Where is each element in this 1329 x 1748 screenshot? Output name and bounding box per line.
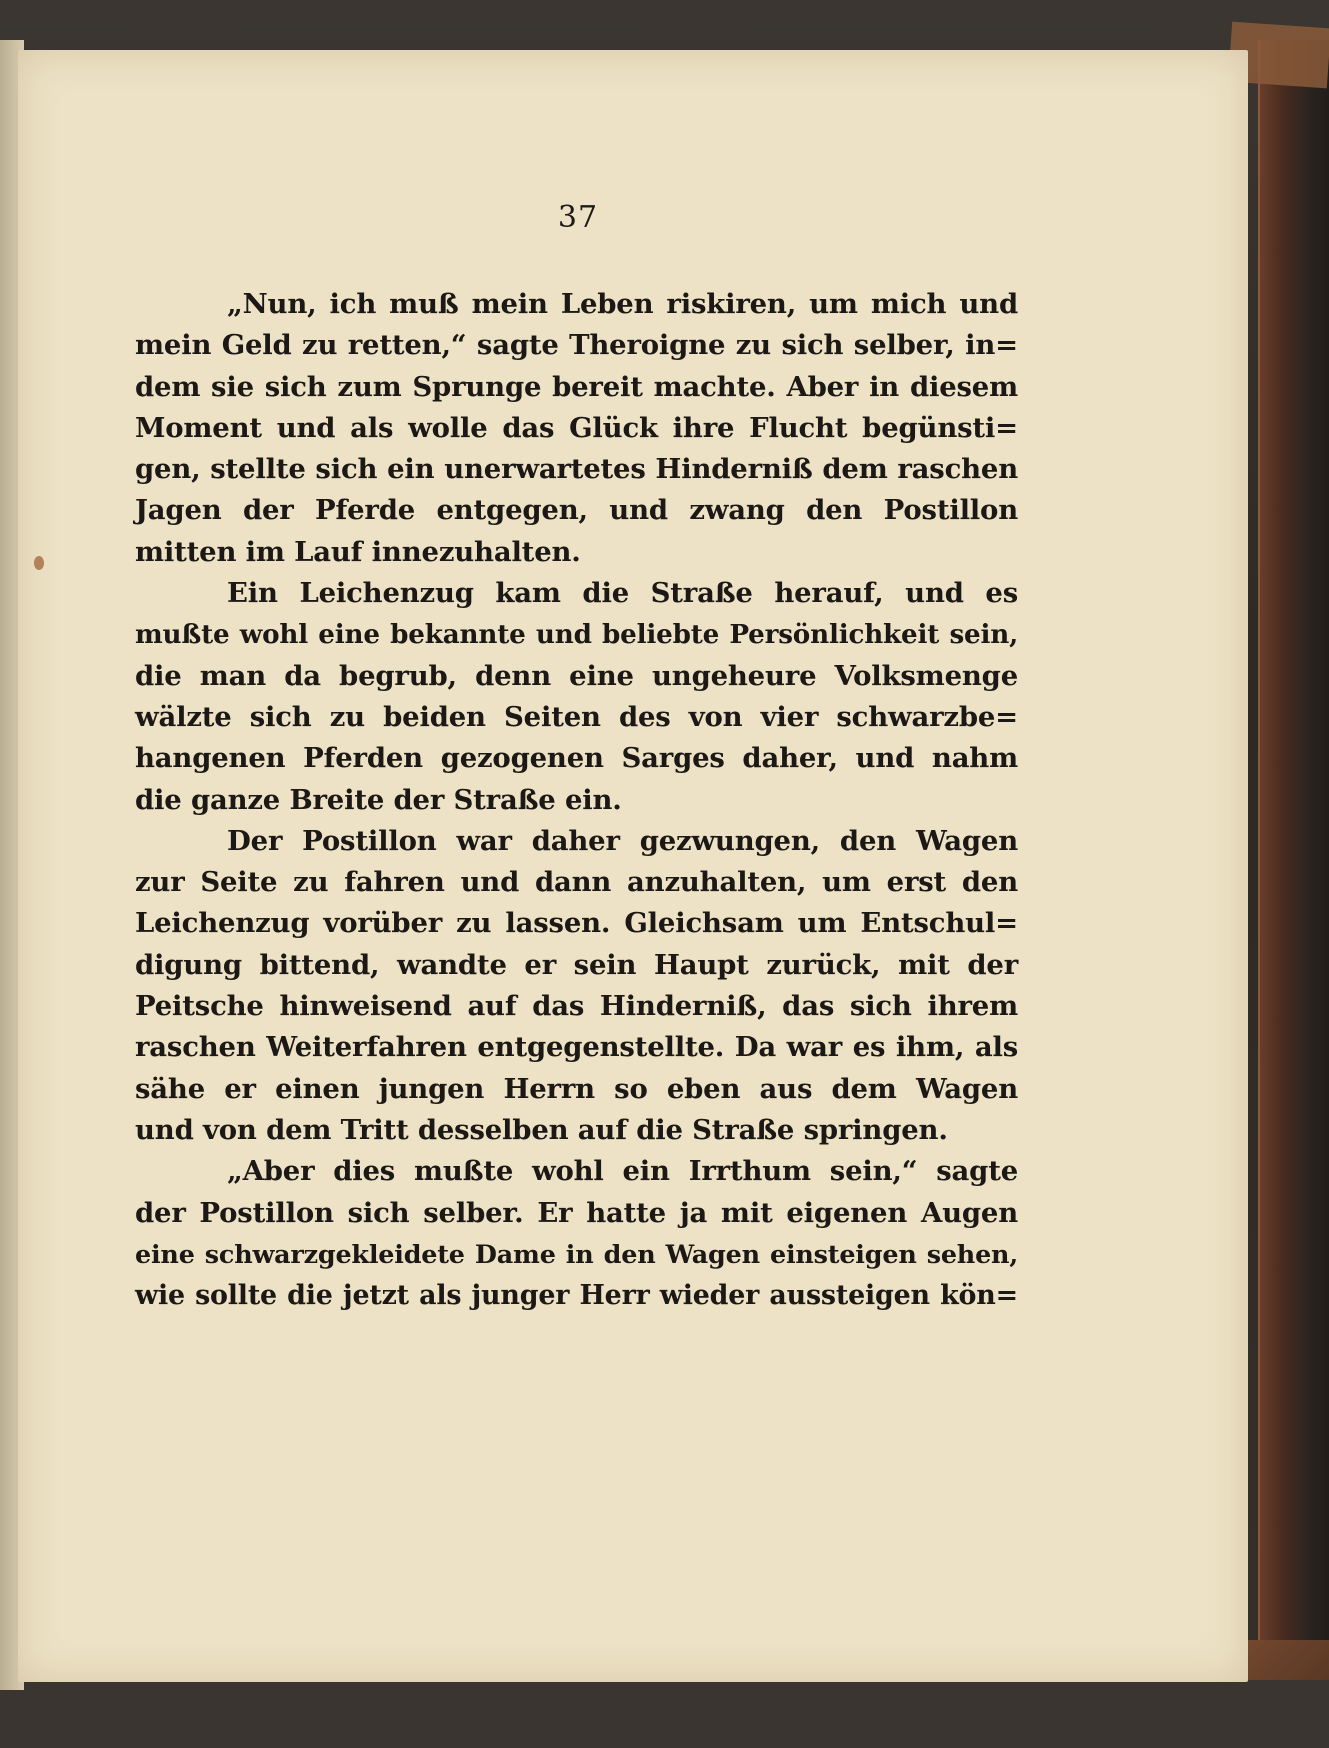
text-line: Peitsche hinweisend auf das Hinderniß, das sich ihrem [135, 990, 1018, 1023]
paper-stain [34, 556, 44, 570]
text-line: wie sollte die jetzt als junger Herr wieder aussteigen kön= [135, 1280, 1018, 1312]
text-line: „Nun, ich muß mein Leben riskiren, um mich und [227, 288, 1018, 320]
text-line: gen, stellte sich ein unerwartetes Hinderniß dem raschen [135, 453, 1018, 486]
text-line: „Aber dies mußte wohl ein Irrthum sein,“ sagte [227, 1155, 1018, 1188]
paragraph [135, 573, 1018, 821]
paragraph [135, 821, 1018, 1151]
page-text [135, 284, 1018, 1316]
text-line: dem sie sich zum Sprunge bereit machte. Aber in diesem [135, 370, 1018, 403]
text-line: Moment und als wolle das Glück ihre Flucht begünsti= [135, 411, 1018, 444]
text-line: Ein Leichenzug kam die Straße herauf, und es [227, 577, 1018, 610]
text-line: wälzte sich zu beiden Seiten des von vier schwarzbe= [135, 700, 1018, 733]
text-line: die man da begrub, denn eine ungeheure Volksmenge [135, 659, 1018, 692]
text-line: eine schwarzgekleidete Dame in den Wagen einsteigen sehen, [135, 1238, 1018, 1269]
cover-right-edge [1258, 40, 1329, 1708]
text-line: und von dem Tritt desselben auf die Straße springen. [135, 1113, 948, 1146]
text-line: Jagen der Pferde entgegen, und zwang den Postillon [135, 494, 1018, 527]
paragraph [135, 1151, 1018, 1316]
page-number: 37 [557, 200, 599, 235]
text-line: zur Seite zu fahren und dann anzuhalten, um erst den [135, 866, 1018, 899]
text-line: der Postillon sich selber. Er hatte ja mit eigenen Augen [135, 1196, 1018, 1229]
text-line: sähe er einen jungen Herrn so eben aus dem Wagen [135, 1072, 1018, 1105]
text-line: die ganze Breite der Straße ein. [135, 783, 622, 816]
text-line: Der Postillon war daher gezwungen, den Wagen [227, 824, 1018, 857]
text-line: mußte wohl eine bekannte und beliebte Persönlichkeit sein, [135, 619, 1018, 651]
text-line: digung bittend, wandte er sein Haupt zurück, mit der [135, 948, 1018, 981]
text-line: hangenen Pferden gezogenen Sarges daher, und nahm [135, 742, 1018, 775]
paragraph [135, 284, 1018, 573]
text-line: raschen Weiterfahren entgegenstellte. Da war es ihm, als [135, 1031, 1018, 1064]
cover-bottom-strip [0, 1680, 1329, 1748]
text-line: Leichenzug vorüber zu lassen. Gleichsam um Entschul= [135, 907, 1018, 940]
text-line: mein Geld zu retten,“ sagte Theroigne zu sich selber, in= [135, 329, 1018, 362]
text-line: mitten im Lauf innezuhalten. [135, 535, 581, 568]
